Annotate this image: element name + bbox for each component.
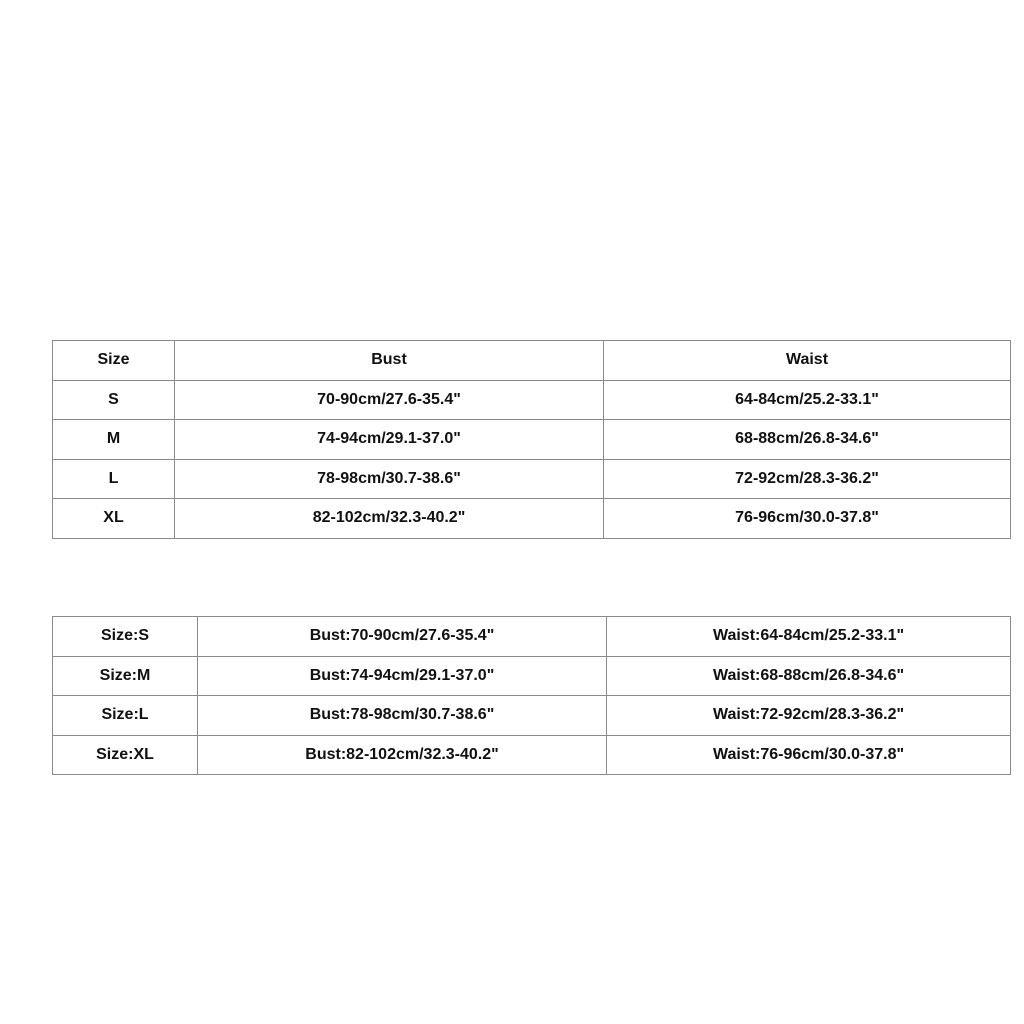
header-size: Size — [53, 341, 175, 381]
table-row — [53, 735, 1011, 775]
bust-cell: Bust:70-90cm/27.6-35.4" — [198, 617, 607, 657]
size-cell: S — [53, 380, 175, 420]
waist-cell: Waist:68-88cm/26.8-34.6" — [607, 656, 1011, 696]
waist-cell: 64-84cm/25.2-33.1" — [604, 380, 1011, 420]
table-row — [53, 656, 1011, 696]
header-bust: Bust — [175, 341, 604, 381]
bust-cell: 70-90cm/27.6-35.4" — [175, 380, 604, 420]
bust-cell: Bust:74-94cm/29.1-37.0" — [198, 656, 607, 696]
table-row — [53, 380, 1011, 420]
waist-cell: 72-92cm/28.3-36.2" — [604, 459, 1011, 499]
waist-cell: 76-96cm/30.0-37.8" — [604, 499, 1011, 539]
table-row — [53, 459, 1011, 499]
bust-cell: Bust:82-102cm/32.3-40.2" — [198, 735, 607, 775]
header-waist: Waist — [604, 341, 1011, 381]
table-row — [53, 420, 1011, 460]
size-cell: Size:XL — [53, 735, 198, 775]
table-header-row — [53, 341, 1011, 381]
waist-cell: 68-88cm/26.8-34.6" — [604, 420, 1011, 460]
size-cell: L — [53, 459, 175, 499]
bust-cell: 78-98cm/30.7-38.6" — [175, 459, 604, 499]
bust-cell: 74-94cm/29.1-37.0" — [175, 420, 604, 460]
waist-cell: Waist:72-92cm/28.3-36.2" — [607, 696, 1011, 736]
waist-cell: Waist:64-84cm/25.2-33.1" — [607, 617, 1011, 657]
size-list-table — [52, 616, 1011, 775]
size-chart-table — [52, 340, 1011, 539]
table-row — [53, 696, 1011, 736]
size-cell: Size:L — [53, 696, 198, 736]
table-row — [53, 499, 1011, 539]
size-cell: Size:M — [53, 656, 198, 696]
size-cell: M — [53, 420, 175, 460]
table-row — [53, 617, 1011, 657]
bust-cell: 82-102cm/32.3-40.2" — [175, 499, 604, 539]
waist-cell: Waist:76-96cm/30.0-37.8" — [607, 735, 1011, 775]
size-cell: Size:S — [53, 617, 198, 657]
size-cell: XL — [53, 499, 175, 539]
bust-cell: Bust:78-98cm/30.7-38.6" — [198, 696, 607, 736]
